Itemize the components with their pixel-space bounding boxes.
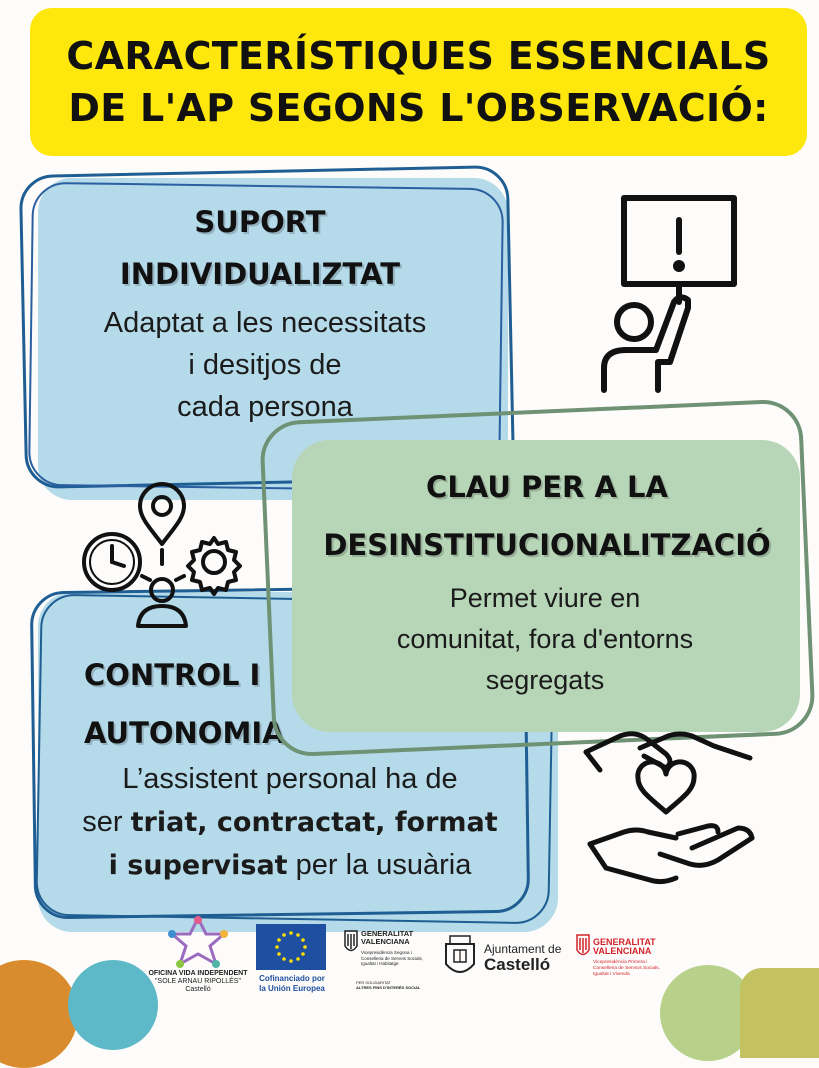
card-control-body-line-2-pre: ser: [82, 806, 131, 838]
title-line-1: CARACTERÍSTIQUES ESSENCIALS: [66, 34, 771, 78]
title-line-2: DE L'AP SEGONS L'OBSERVACIÓ:: [68, 86, 769, 130]
card-desinst-body: [305, 578, 785, 701]
card-desinst-body-line-1: Permet viure en: [449, 583, 641, 613]
card-individual-body: [40, 302, 490, 428]
protest-sign-person-icon: [596, 190, 746, 395]
card-control-body-line-3: [50, 844, 530, 887]
ajunt-line-1: Ajuntament de: [484, 942, 562, 956]
gva-red-shield-icon: [576, 934, 590, 960]
logo-eu: [252, 924, 330, 996]
ajunt-line-2: Castelló: [484, 955, 551, 974]
gva2-line-4: Conselleria de Servicis Socials,: [593, 966, 660, 971]
card-desinst-body-line-3: segregats: [485, 665, 605, 695]
ovi-line-2: "SOLE ARNAU RIPOLLÉS": [155, 978, 241, 985]
card-control-body-line-3-bold: i supervisat: [108, 850, 288, 881]
title-banner: [30, 8, 807, 156]
hands-holding-heart-icon: [580, 728, 760, 888]
page-title: [66, 30, 770, 134]
logo-ajuntament-castello: [440, 932, 562, 984]
card-control-body-line-2: [50, 801, 530, 844]
card-control-body-line-1: L’assistent personal ha de: [122, 763, 458, 795]
card-individual-body-line-3: cada persona: [177, 391, 353, 423]
person-clock-gear-location-icon: [80, 480, 245, 630]
gva2-line-2: VALENCIANA: [593, 946, 652, 956]
gva-shield-icon: [344, 930, 358, 956]
ovi-line-1: OFICINA VIDA INDEPENDENT: [148, 970, 248, 977]
card-desinst-heading-line-2: DESINSTITUCIONALITZACIÓ: [323, 528, 771, 562]
ovi-line-3: Castelló: [185, 986, 211, 993]
card-control-heading-line-1: CONTROL I: [84, 658, 261, 692]
decorative-square-olive: [740, 968, 819, 1058]
card-desinst-heading-line-1: CLAU PER A LA: [426, 470, 668, 504]
gva1-line-6: PER SOLIDARITAT: [356, 980, 391, 985]
card-individual-heading-line-2: INDIVIDUALIZTAT: [119, 257, 401, 291]
logo-generalitat-1: [344, 928, 444, 996]
card-individual-heading-line-1: SUPORT: [194, 205, 326, 239]
logo-oficina-vida-independent: [148, 914, 248, 994]
gva1-line-3: Vicepresidència Segona i: [361, 950, 412, 955]
card-control-body-line-3-post: per la usuària: [287, 849, 472, 881]
card-individual-body-line-2: i desitjos de: [188, 349, 342, 381]
card-control-body: [50, 758, 530, 887]
gva2-line-5: Igualtat i Vivenda: [593, 972, 630, 977]
card-control-body-line-2-bold: triat, contractat, format: [130, 807, 498, 838]
gva1-line-4: Conselleria de Serveis Socials,: [361, 955, 424, 961]
gva1-line-7: ALTRES FINS D'INTERÈS SOCIAL: [356, 985, 421, 990]
ovi-star-icon: [166, 914, 230, 968]
card-individual-body-line-1: Adaptat a les necessitats: [103, 307, 427, 339]
gva2-line-3: Vicepresidència Primera i: [593, 960, 648, 965]
card-desinst-heading: [302, 458, 792, 574]
gva1-line-1: GENERALITAT: [361, 929, 414, 938]
castello-crest-icon: [440, 934, 480, 980]
gva1-line-5: Igualtat i Habitatge: [361, 961, 399, 966]
eu-line-1: Cofinanciado por: [259, 974, 325, 983]
logo-generalitat-2: [576, 932, 680, 992]
eu-line-2: la Unión Europea: [259, 984, 325, 993]
decorative-circle-orange: [0, 960, 78, 1068]
gva1-line-2: VALENCIANA: [361, 937, 410, 946]
card-individual-heading: [60, 196, 460, 300]
card-desinst-body-line-2: comunitat, fora d'entorns: [396, 624, 694, 654]
card-control-heading-line-2: AUTONOMIA: [84, 716, 285, 750]
eu-flag-icon: [256, 924, 326, 970]
gva2-line-1: GENERALITAT: [593, 937, 656, 947]
